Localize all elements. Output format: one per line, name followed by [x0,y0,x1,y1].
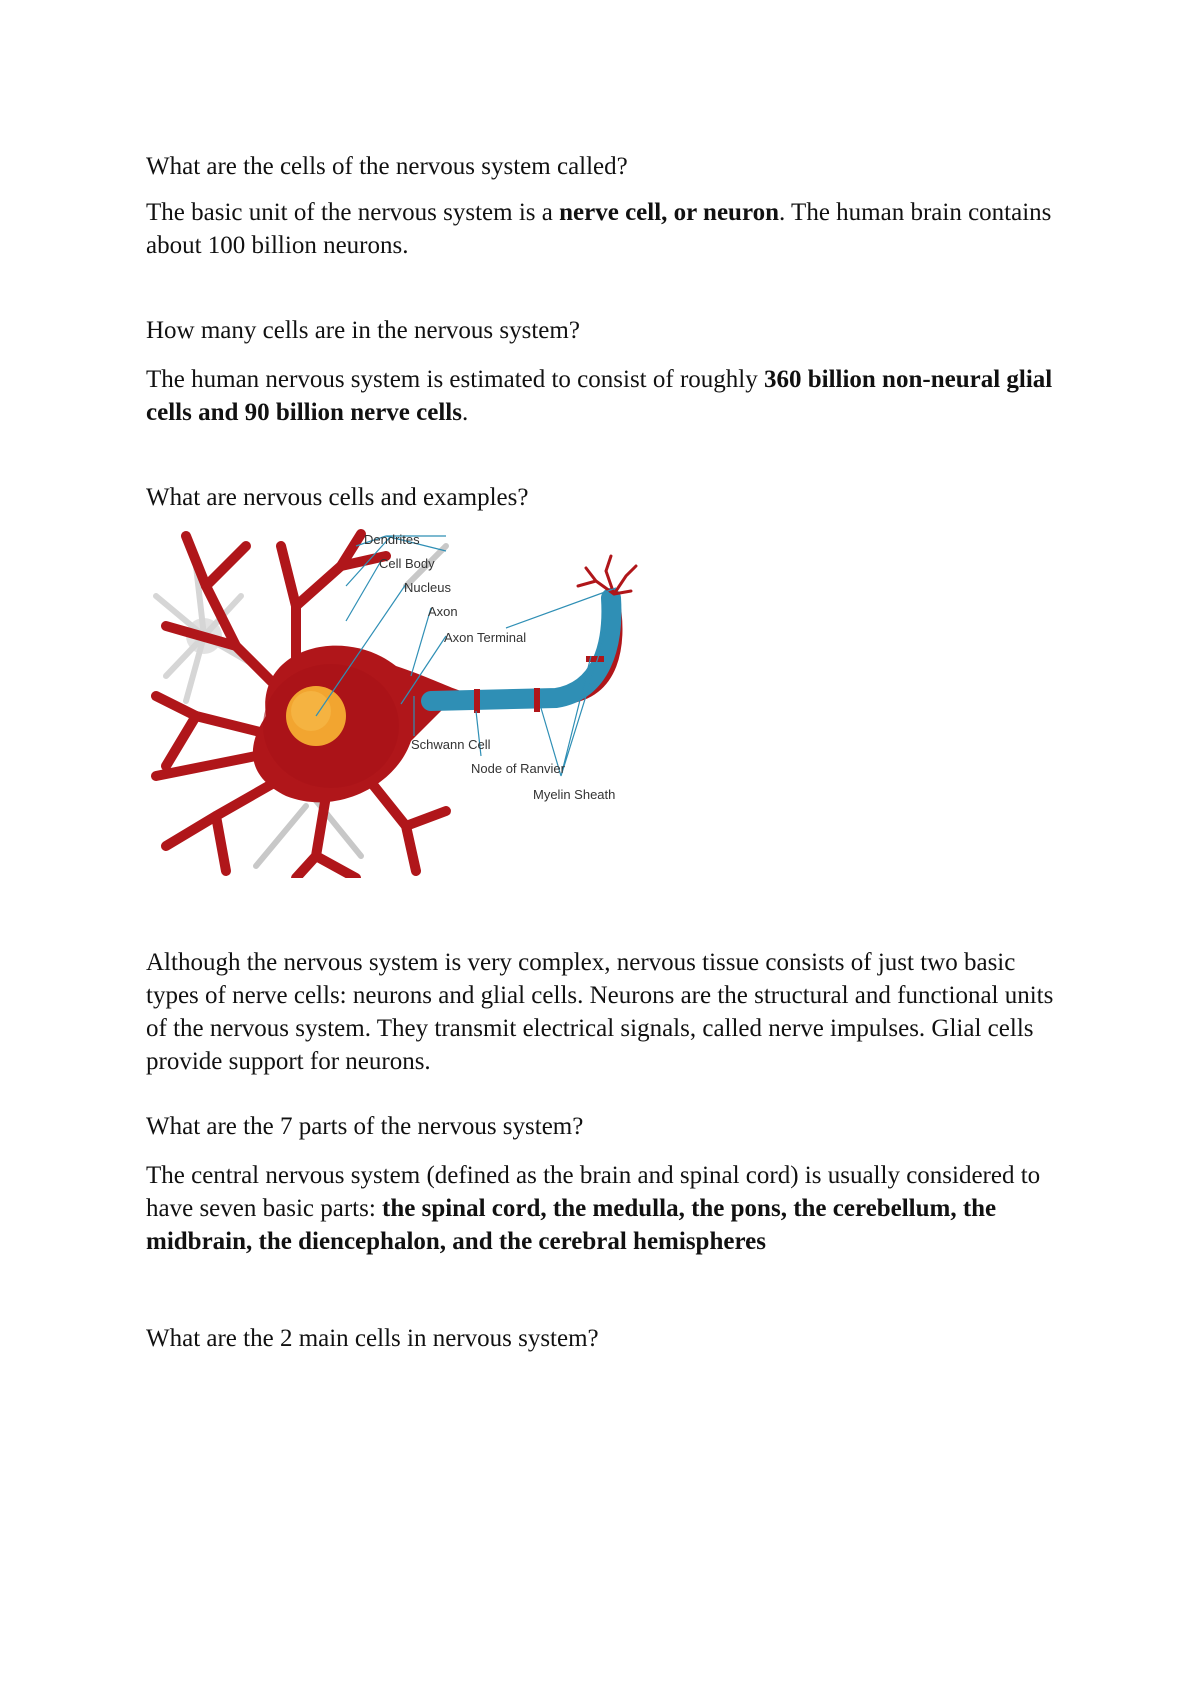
answer-text: The human nervous system is estimated to consist of roughly [146,366,764,393]
label-axon: Axon [428,604,458,619]
question-cells-called: What are the cells of the nervous system called? [146,153,628,180]
answer-cells-called [146,196,1066,262]
label-schwann-cell: Schwann Cell [411,737,491,752]
label-dendrites: Dendrites [364,532,420,547]
label-cell-body: Cell Body [379,556,435,571]
answer-bold-text: 360 billion non-neural glial cells and 90 billion nerve cells [146,366,1053,426]
answer-bold-text: the spinal cord, the medulla, the pons, the cerebellum, the midbrain, the diencephalon, and the cerebral hemispheres [146,1195,997,1255]
question-seven-parts: What are the 7 parts of the nervous system? [146,1113,584,1140]
answer-text: The basic unit of the nervous system is a [146,199,560,226]
label-node-of-ranvier: Node of Ranvier [471,761,565,776]
answer-text: . The human brain contains about 100 billion neurons. [146,199,1052,259]
question-two-main-cells: What are the 2 main cells in nervous system? [146,1325,599,1352]
label-myelin-sheath: Myelin Sheath [533,787,616,802]
axon-terminal-branches [578,556,636,594]
question-nervous-cells-examples: What are nervous cells and examples? [146,484,529,511]
answer-bold-text: nerve cell, or neuron [559,199,779,226]
label-nucleus: Nucleus [404,580,451,595]
paragraph-nerve-cell-types: Although the nervous system is very complex, nervous tissue consists of just two basic types of nerve cells: neurons and glial cells. Neurons are the structural and functional units of the nervous system. They transmit electrical signals, called nerve impulses. Glial cells provide support for neurons. [146,949,1054,1075]
answer-text: . [461,399,469,426]
neuron-illustration [146,526,646,878]
neuron-diagram [146,526,646,878]
myelin-sheath-shape [431,598,611,701]
question-how-many-cells: How many cells are in the nervous system? [146,317,580,344]
answer-how-many-cells [146,363,1066,429]
answer-text: The central nervous system (defined as the brain and spinal cord) is usually considered to have seven basic parts: [146,1162,1041,1222]
label-axon-terminal: Axon Terminal [444,630,527,645]
answer-seven-parts [146,1159,1066,1258]
